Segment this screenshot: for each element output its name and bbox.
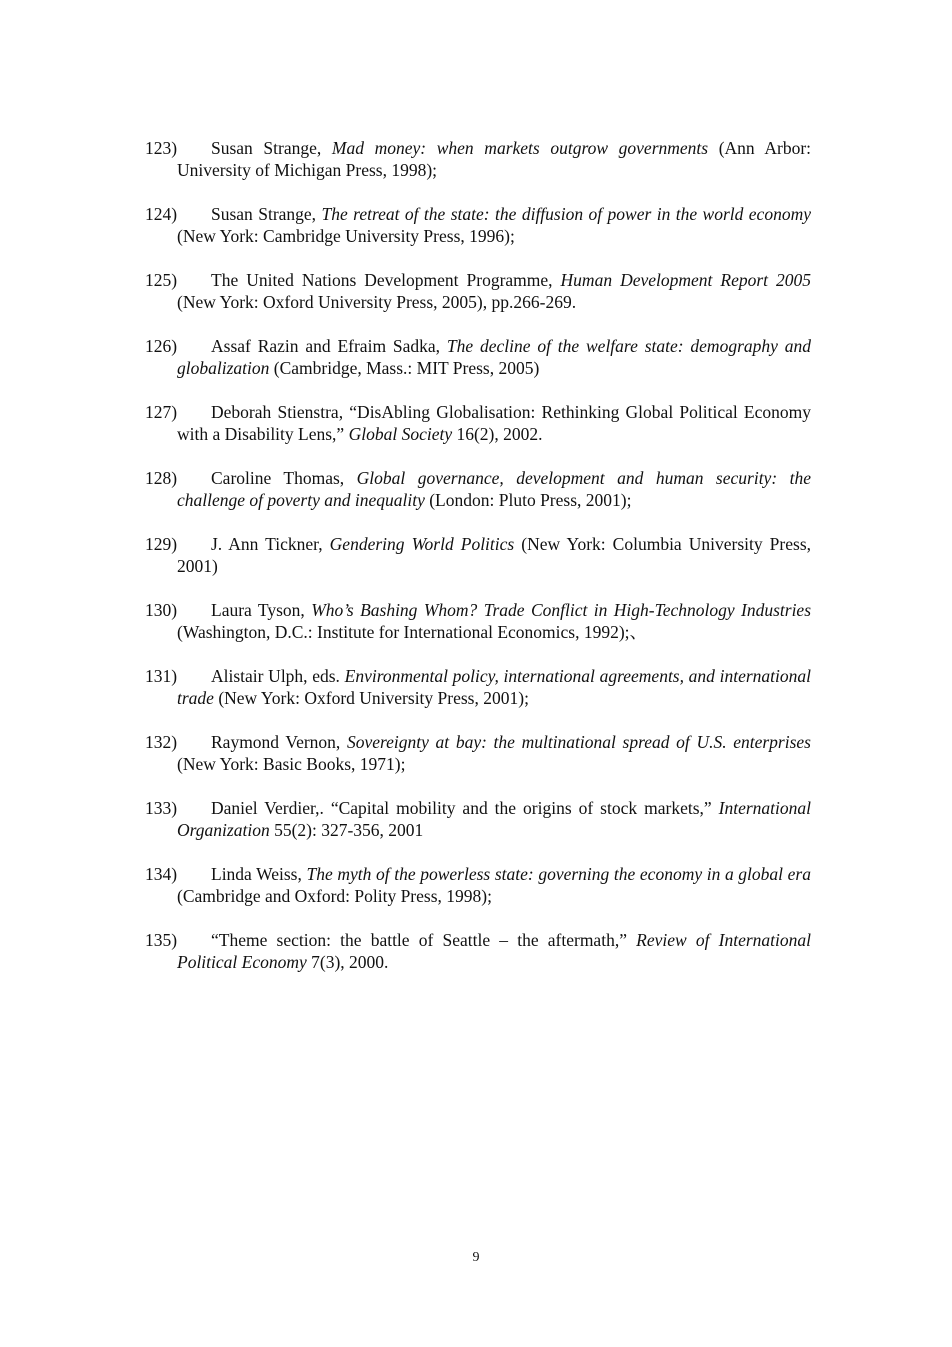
reference-title: Review of International Political Economy xyxy=(177,930,811,972)
reference-number: 127) xyxy=(145,402,178,422)
reference-title: The decline of the welfare state: demography and globalization xyxy=(177,336,811,378)
reference-publication: (London: Pluto Press, 2001); xyxy=(424,490,632,510)
reference-author: Laura Tyson, xyxy=(211,600,312,620)
reference-publication: (New York: Columbia University Press, 2001) xyxy=(177,534,812,576)
reference-author: The United Nations Development Programme, xyxy=(211,270,561,290)
reference-title: International Organization xyxy=(177,798,811,840)
reference-number: 129) xyxy=(145,534,178,554)
reference-item xyxy=(145,665,811,709)
reference-number: 123) xyxy=(145,138,178,158)
reference-item xyxy=(145,137,811,181)
reference-number: 132) xyxy=(145,732,178,752)
reference-publication: (Ann Arbor: University of Michigan Press, 1998); xyxy=(177,138,812,180)
reference-item xyxy=(145,599,811,643)
reference-number: 135) xyxy=(145,930,178,950)
reference-publication: (New York: Cambridge University Press, 1996); xyxy=(177,226,515,246)
reference-item xyxy=(145,401,811,445)
reference-publication: 16(2), 2002. xyxy=(452,424,543,444)
reference-title: The myth of the powerless state: governing the economy in a global era xyxy=(306,864,811,884)
reference-title: Global Society xyxy=(348,424,453,444)
reference-author: Susan Strange, xyxy=(211,138,332,158)
reference-publication: 7(3), 2000. xyxy=(306,952,389,972)
reference-item xyxy=(145,467,811,511)
reference-number: 130) xyxy=(145,600,178,620)
reference-publication: (New York: Basic Books, 1971); xyxy=(177,754,406,774)
reference-item xyxy=(145,929,811,973)
reference-title: The retreat of the state: the diffusion of power in the world economy xyxy=(321,204,811,224)
reference-title: Mad money: when markets outgrow governments xyxy=(331,138,709,158)
reference-author: Deborah Stienstra, “DisAbling Globalisation: Rethinking Global Political Economy with a Disability Lens,” xyxy=(177,402,811,444)
reference-number: 134) xyxy=(145,864,178,884)
reference-title: Global governance, development and human security: the challenge of poverty and inequality xyxy=(177,468,811,510)
reference-number: 124) xyxy=(145,204,178,224)
reference-list xyxy=(145,137,811,995)
reference-item xyxy=(145,335,811,379)
reference-publication: (New York: Oxford University Press, 2001); xyxy=(213,688,529,708)
reference-item xyxy=(145,203,811,247)
reference-author: Assaf Razin and Efraim Sadka, xyxy=(211,336,447,356)
reference-item xyxy=(145,731,811,775)
reference-number: 125) xyxy=(145,270,178,290)
reference-number: 131) xyxy=(145,666,178,686)
reference-author: J. Ann Tickner, xyxy=(211,534,330,554)
reference-title: Gendering World Politics xyxy=(329,534,515,554)
reference-item xyxy=(145,533,811,577)
reference-author: Daniel Verdier,. “Capital mobility and the origins of stock markets,” xyxy=(211,798,719,818)
reference-number: 128) xyxy=(145,468,178,488)
reference-title: Environmental policy, international agreements, and international trade xyxy=(177,666,811,708)
reference-publication: 55(2): 327-356, 2001 xyxy=(269,820,424,840)
reference-publication: (Cambridge and Oxford: Polity Press, 1998); xyxy=(177,886,492,906)
reference-publication: (Cambridge, Mass.: MIT Press, 2005) xyxy=(269,358,540,378)
reference-title: Sovereignty at bay: the multinational spread of U.S. enterprises xyxy=(346,732,811,752)
reference-author: Alistair Ulph, eds. xyxy=(211,666,345,686)
reference-author: Caroline Thomas, xyxy=(211,468,357,488)
reference-author: Linda Weiss, xyxy=(211,864,307,884)
reference-publication: (Washington, D.C.: Institute for International Economics, 1992);、 xyxy=(177,622,648,642)
reference-number: 126) xyxy=(145,336,178,356)
reference-author: “Theme section: the battle of Seattle – the aftermath,” xyxy=(211,930,637,950)
reference-author: Susan Strange, xyxy=(211,204,322,224)
reference-author: Raymond Vernon, xyxy=(211,732,347,752)
reference-title: Human Development Report 2005 xyxy=(560,270,811,290)
reference-title: Who’s Bashing Whom? Trade Conflict in High-Technology Industries xyxy=(311,600,812,620)
reference-item xyxy=(145,863,811,907)
reference-publication: (New York: Oxford University Press, 2005), pp.266-269. xyxy=(177,292,577,312)
page-number: 9 xyxy=(472,1250,480,1265)
reference-item xyxy=(145,797,811,841)
reference-number: 133) xyxy=(145,798,178,818)
reference-item xyxy=(145,269,811,313)
